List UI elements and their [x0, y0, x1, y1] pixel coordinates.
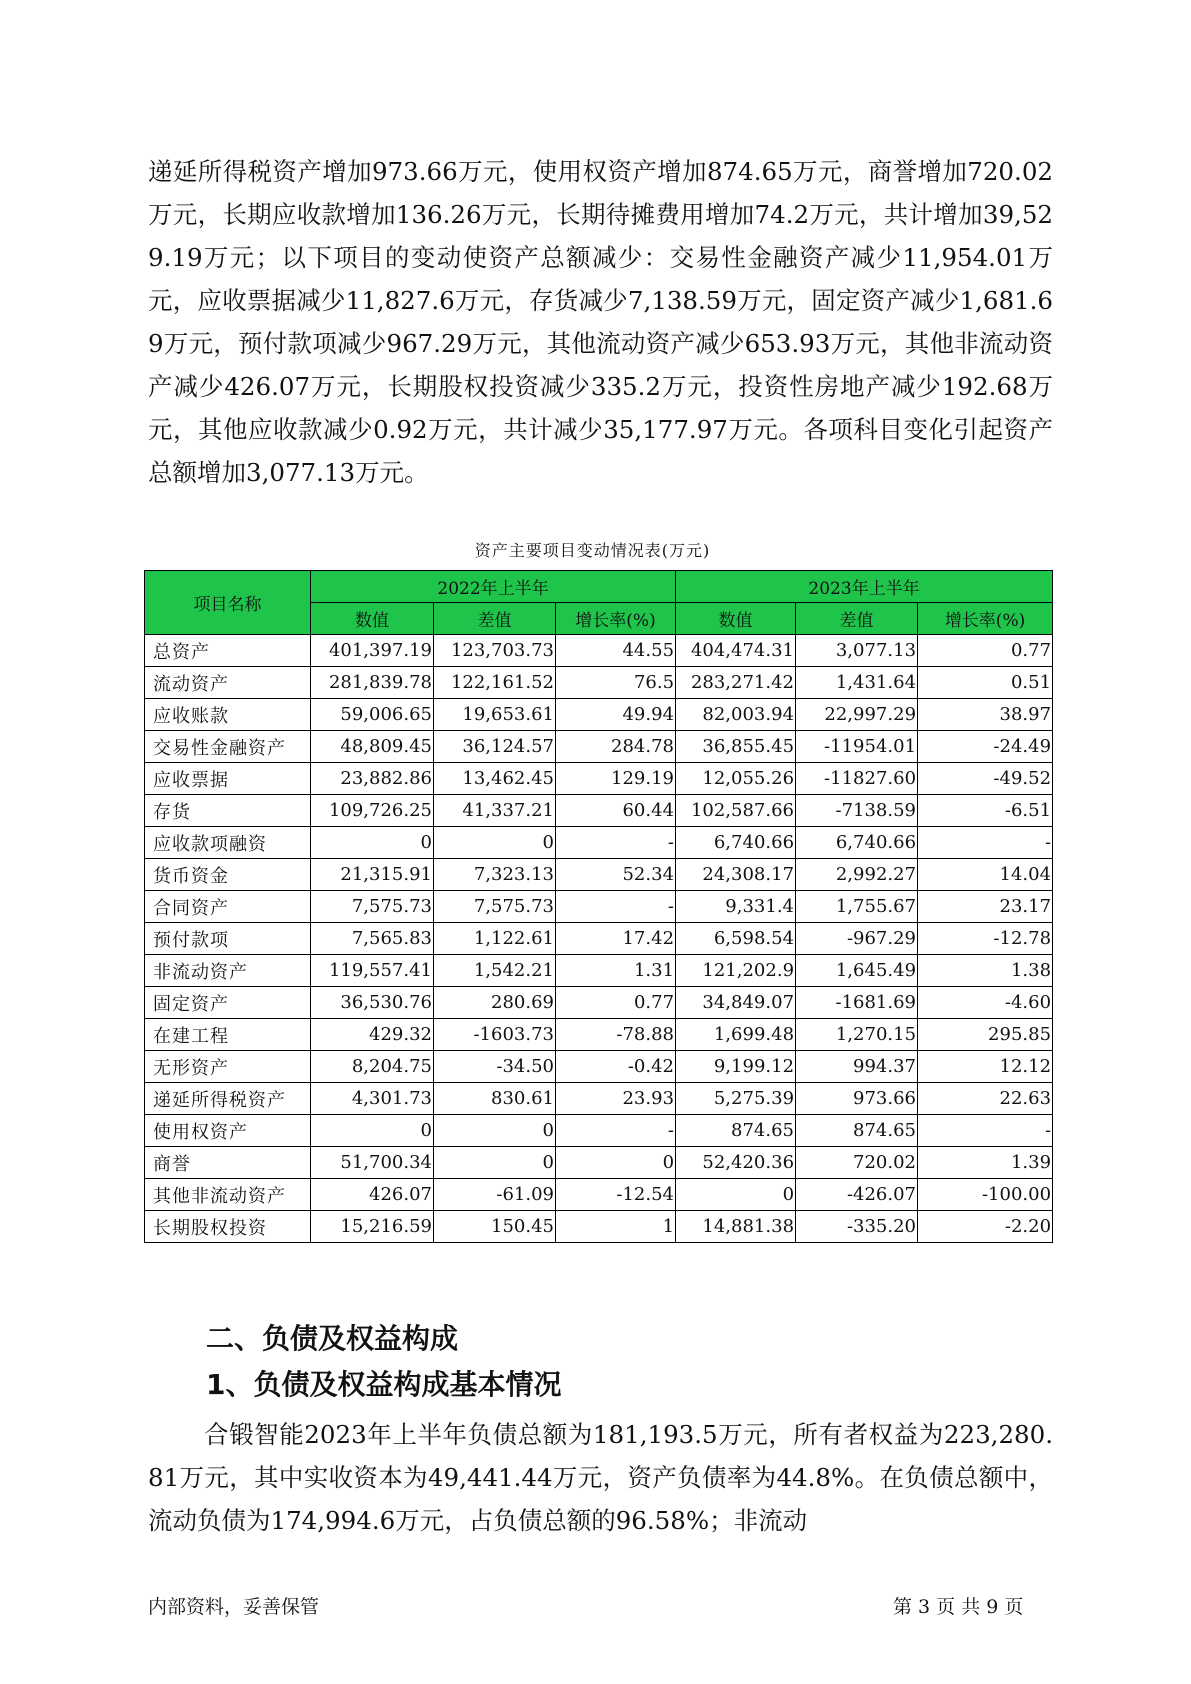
table-row: [145, 667, 1053, 699]
growth-2023-cell: 23.17: [918, 891, 1053, 923]
row-name-cell: 使用权资产: [145, 1115, 311, 1147]
header-growth-2022: 增长率(%): [556, 603, 676, 635]
footer-page-number: 第 3 页 共 9 页: [893, 1596, 1024, 1618]
table-row: [145, 859, 1053, 891]
diff-2022-cell: 0: [434, 1115, 556, 1147]
growth-2023-cell: -2.20: [918, 1211, 1053, 1243]
diff-2023-cell: -11954.01: [796, 731, 918, 763]
growth-2023-cell: -6.51: [918, 795, 1053, 827]
table-row: [145, 1051, 1053, 1083]
section-heading: 二、负债及权益构成: [206, 1322, 459, 1355]
value-2022-cell: 401,397.19: [311, 635, 434, 667]
growth-2023-cell: 38.97: [918, 699, 1053, 731]
row-name-cell: 其他非流动资产: [145, 1179, 311, 1211]
growth-2023-cell: -49.52: [918, 763, 1053, 795]
value-2022-cell: 281,839.78: [311, 667, 434, 699]
diff-2023-cell: 2,992.27: [796, 859, 918, 891]
diff-2022-cell: 19,653.61: [434, 699, 556, 731]
diff-2023-cell: 994.37: [796, 1051, 918, 1083]
row-name-cell: 存货: [145, 795, 311, 827]
growth-2023-cell: -: [918, 1115, 1053, 1147]
value-2023-cell: 14,881.38: [676, 1211, 796, 1243]
diff-2023-cell: -426.07: [796, 1179, 918, 1211]
diff-2023-cell: -967.29: [796, 923, 918, 955]
growth-2022-cell: -: [556, 827, 676, 859]
diff-2023-cell: 1,755.67: [796, 891, 918, 923]
growth-2022-cell: 17.42: [556, 923, 676, 955]
value-2022-cell: 4,301.73: [311, 1083, 434, 1115]
diff-2023-cell: -11827.60: [796, 763, 918, 795]
diff-2023-cell: 874.65: [796, 1115, 918, 1147]
growth-2023-cell: 1.38: [918, 955, 1053, 987]
table-row: [145, 763, 1053, 795]
growth-2022-cell: 0.77: [556, 987, 676, 1019]
header-growth-2023: 增长率(%): [918, 603, 1053, 635]
row-name-cell: 商誉: [145, 1147, 311, 1179]
value-2023-cell: 9,199.12: [676, 1051, 796, 1083]
value-2023-cell: 34,849.07: [676, 987, 796, 1019]
diff-2022-cell: -1603.73: [434, 1019, 556, 1051]
growth-2023-cell: -12.78: [918, 923, 1053, 955]
row-name-cell: 合同资产: [145, 891, 311, 923]
header-value-2022: 数值: [311, 603, 434, 635]
asset-change-table: [144, 570, 1053, 1243]
value-2023-cell: 6,598.54: [676, 923, 796, 955]
value-2023-cell: 24,308.17: [676, 859, 796, 891]
diff-2022-cell: 830.61: [434, 1083, 556, 1115]
diff-2022-cell: 1,122.61: [434, 923, 556, 955]
header-diff-2022: 差值: [434, 603, 556, 635]
diff-2023-cell: 1,645.49: [796, 955, 918, 987]
diff-2022-cell: 280.69: [434, 987, 556, 1019]
row-name-cell: 流动资产: [145, 667, 311, 699]
growth-2022-cell: 52.34: [556, 859, 676, 891]
row-name-cell: 递延所得税资产: [145, 1083, 311, 1115]
growth-2023-cell: 14.04: [918, 859, 1053, 891]
table-row: [145, 1083, 1053, 1115]
diff-2022-cell: 7,575.73: [434, 891, 556, 923]
diff-2022-cell: 122,161.52: [434, 667, 556, 699]
value-2022-cell: 8,204.75: [311, 1051, 434, 1083]
value-2023-cell: 12,055.26: [676, 763, 796, 795]
growth-2023-cell: -24.49: [918, 731, 1053, 763]
diff-2023-cell: 973.66: [796, 1083, 918, 1115]
footer-confidential-note: 内部资料，妥善保管: [148, 1596, 320, 1618]
growth-2023-cell: 22.63: [918, 1083, 1053, 1115]
diff-2023-cell: 1,270.15: [796, 1019, 918, 1051]
growth-2023-cell: -4.60: [918, 987, 1053, 1019]
header-period-2022: 2022年上半年: [311, 571, 676, 603]
growth-2022-cell: -12.54: [556, 1179, 676, 1211]
value-2022-cell: 0: [311, 827, 434, 859]
table-row: [145, 1147, 1053, 1179]
value-2022-cell: 7,565.83: [311, 923, 434, 955]
row-name-cell: 非流动资产: [145, 955, 311, 987]
diff-2022-cell: 0: [434, 1147, 556, 1179]
diff-2022-cell: 1,542.21: [434, 955, 556, 987]
row-name-cell: 无形资产: [145, 1051, 311, 1083]
value-2022-cell: 36,530.76: [311, 987, 434, 1019]
table-row: [145, 1179, 1053, 1211]
growth-2022-cell: -: [556, 891, 676, 923]
growth-2022-cell: 44.55: [556, 635, 676, 667]
value-2022-cell: 21,315.91: [311, 859, 434, 891]
growth-2022-cell: 49.94: [556, 699, 676, 731]
table-row: [145, 1211, 1053, 1243]
row-name-cell: 固定资产: [145, 987, 311, 1019]
header-item-name: 项目名称: [145, 571, 311, 635]
growth-2023-cell: 12.12: [918, 1051, 1053, 1083]
row-name-cell: 交易性金融资产: [145, 731, 311, 763]
growth-2022-cell: 76.5: [556, 667, 676, 699]
value-2022-cell: 109,726.25: [311, 795, 434, 827]
value-2022-cell: 48,809.45: [311, 731, 434, 763]
table-row: [145, 731, 1053, 763]
value-2022-cell: 59,006.65: [311, 699, 434, 731]
growth-2022-cell: 1: [556, 1211, 676, 1243]
growth-2023-cell: 1.39: [918, 1147, 1053, 1179]
table-row: [145, 1019, 1053, 1051]
table-caption: 资产主要项目变动情况表(万元): [474, 541, 711, 560]
header-value-2023: 数值: [676, 603, 796, 635]
growth-2023-cell: 0.77: [918, 635, 1053, 667]
value-2023-cell: 6,740.66: [676, 827, 796, 859]
value-2023-cell: 874.65: [676, 1115, 796, 1147]
diff-2022-cell: 7,323.13: [434, 859, 556, 891]
growth-2022-cell: -: [556, 1115, 676, 1147]
liability-paragraph: 合锻智能2023年上半年负债总额为181,193.5万元，所有者权益为223,280.81万元，其中实收资本为49,441.44万元，资产负债率为44.8%。在负债总额中，流动负债为174,994.6万元，占负债总额的96.58%；非流动: [148, 1420, 1053, 1535]
growth-2023-cell: 0.51: [918, 667, 1053, 699]
growth-2022-cell: -0.42: [556, 1051, 676, 1083]
growth-2022-cell: 284.78: [556, 731, 676, 763]
table-row: [145, 891, 1053, 923]
header-period-2023: 2023年上半年: [676, 571, 1053, 603]
diff-2022-cell: 41,337.21: [434, 795, 556, 827]
subsection-heading: 1、负债及权益构成基本情况: [206, 1368, 562, 1401]
diff-2022-cell: 0: [434, 827, 556, 859]
value-2023-cell: 36,855.45: [676, 731, 796, 763]
growth-2022-cell: 60.44: [556, 795, 676, 827]
diff-2023-cell: 3,077.13: [796, 635, 918, 667]
value-2022-cell: 429.32: [311, 1019, 434, 1051]
value-2022-cell: 426.07: [311, 1179, 434, 1211]
diff-2022-cell: 36,124.57: [434, 731, 556, 763]
diff-2022-cell: 123,703.73: [434, 635, 556, 667]
row-name-cell: 总资产: [145, 635, 311, 667]
growth-2022-cell: 1.31: [556, 955, 676, 987]
diff-2022-cell: -34.50: [434, 1051, 556, 1083]
value-2023-cell: 121,202.9: [676, 955, 796, 987]
row-name-cell: 应收款项融资: [145, 827, 311, 859]
value-2023-cell: 0: [676, 1179, 796, 1211]
diff-2023-cell: 22,997.29: [796, 699, 918, 731]
growth-2022-cell: 0: [556, 1147, 676, 1179]
table-row: [145, 635, 1053, 667]
value-2023-cell: 52,420.36: [676, 1147, 796, 1179]
header-diff-2023: 差值: [796, 603, 918, 635]
intro-paragraph: 递延所得税资产增加973.66万元，使用权资产增加874.65万元，商誉增加720.02万元，长期应收款增加136.26万元，长期待摊费用增加74.2万元，共计增加39,529.19万元；以下项目的变动使资产总额减少：交易性金融资产减少11,954.01万元，应收票据减少11,827.6万元，存货减少7,138.59万元，固定资产减少1,681.69万元，预付款项减少967.29万元，其他流动资产减少653.93万元，其他非流动资产减少426.07万元，长期股权投资减少335.2万元，投资性房地产减少192.68万元，其他应收款减少0.92万元，共计减少35,177.97万元。各项科目变化引起资产总额增加3,077.13万元。: [148, 157, 1053, 487]
diff-2022-cell: -61.09: [434, 1179, 556, 1211]
diff-2023-cell: 6,740.66: [796, 827, 918, 859]
growth-2022-cell: -78.88: [556, 1019, 676, 1051]
value-2023-cell: 102,587.66: [676, 795, 796, 827]
value-2022-cell: 0: [311, 1115, 434, 1147]
diff-2023-cell: -7138.59: [796, 795, 918, 827]
table-row: [145, 955, 1053, 987]
table-row: [145, 1115, 1053, 1147]
row-name-cell: 预付款项: [145, 923, 311, 955]
diff-2023-cell: 720.02: [796, 1147, 918, 1179]
row-name-cell: 在建工程: [145, 1019, 311, 1051]
growth-2022-cell: 129.19: [556, 763, 676, 795]
growth-2023-cell: -100.00: [918, 1179, 1053, 1211]
table-row: [145, 987, 1053, 1019]
diff-2022-cell: 150.45: [434, 1211, 556, 1243]
diff-2022-cell: 13,462.45: [434, 763, 556, 795]
value-2023-cell: 404,474.31: [676, 635, 796, 667]
row-name-cell: 货币资金: [145, 859, 311, 891]
value-2022-cell: 23,882.86: [311, 763, 434, 795]
table-row: [145, 923, 1053, 955]
growth-2023-cell: -: [918, 827, 1053, 859]
value-2023-cell: 9,331.4: [676, 891, 796, 923]
value-2022-cell: 15,216.59: [311, 1211, 434, 1243]
value-2023-cell: 82,003.94: [676, 699, 796, 731]
row-name-cell: 应收账款: [145, 699, 311, 731]
value-2022-cell: 119,557.41: [311, 955, 434, 987]
row-name-cell: 长期股权投资: [145, 1211, 311, 1243]
table-row: [145, 795, 1053, 827]
diff-2023-cell: 1,431.64: [796, 667, 918, 699]
growth-2022-cell: 23.93: [556, 1083, 676, 1115]
row-name-cell: 应收票据: [145, 763, 311, 795]
growth-2023-cell: 295.85: [918, 1019, 1053, 1051]
table-body: [145, 635, 1053, 1243]
table-row: [145, 827, 1053, 859]
table-row: [145, 699, 1053, 731]
value-2023-cell: 1,699.48: [676, 1019, 796, 1051]
value-2022-cell: 51,700.34: [311, 1147, 434, 1179]
diff-2023-cell: -335.20: [796, 1211, 918, 1243]
value-2023-cell: 283,271.42: [676, 667, 796, 699]
value-2022-cell: 7,575.73: [311, 891, 434, 923]
value-2023-cell: 5,275.39: [676, 1083, 796, 1115]
diff-2023-cell: -1681.69: [796, 987, 918, 1019]
